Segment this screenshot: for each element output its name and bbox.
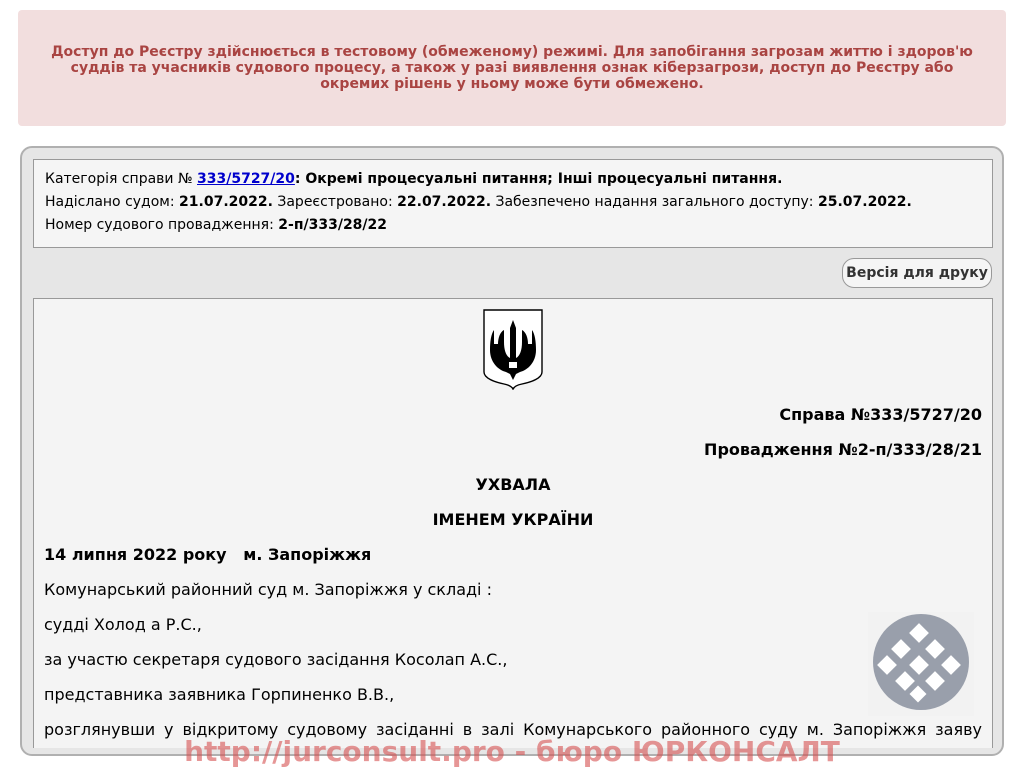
secretary-line: за участю секретаря судового засідання Косолап А.С., [44,650,508,669]
case-reference: Справа №333/5727/20 [779,405,982,424]
sent-label: Надіслано судом: [45,194,175,210]
sent-date: 21.07.2022. [179,194,273,210]
proceeding-line [45,214,981,237]
proceeding-reference: Провадження №2-п/333/28/21 [704,440,982,459]
category-line [45,168,981,191]
document-subtitle: ІМЕНЕМ УКРАЇНИ [432,510,594,529]
access-warning-alert [18,10,1006,126]
access-label: Забезпечено надання загального доступу: [495,194,814,210]
access-date: 25.07.2022. [817,194,912,210]
watermark-logo-icon [868,612,974,716]
alert-text: Доступ до Реєстру здійснюється в тестовому (обмеженому) режимі. Для запобігання загрозам життю і здоров'ю суддів та учасників судового процесу, а також у разі виявлення ознак кіберзагрози, доступ до Реєстру або окремих рішень у ньому може бути обмежено. [51,44,973,92]
considered-line: розглянувши у відкритому судовому засіданні в залі Комунарського районного суду м. Запоріжжя заяву [44,720,982,739]
registered-date: 22.07.2022. [397,194,492,210]
proceeding-number: 2-п/333/28/22 [278,217,388,233]
case-number-link[interactable]: 333/5727/20 [197,171,295,187]
judge-line: судді Холод а Р.С., [44,615,202,634]
representative-line: представника заявника Горпиненко В.В., [44,685,395,704]
court-composition: Комунарський районний суд м. Запоріжжя у складі : [44,580,492,599]
proceeding-label: Номер судового провадження: [45,217,274,233]
category-label: Категорія справи № [45,171,193,187]
footer-watermark: http://jurconsult.pro - бюро ЮРКОНСАЛТ [184,735,840,768]
case-info-box [33,159,993,248]
decision-document [33,298,993,748]
category-value: : Окремі процесуальні питання; Інші процесуальні питання. [294,171,783,187]
document-title: УХВАЛА [475,475,551,494]
coat-of-arms-icon [482,308,544,390]
registered-label: Зареєстровано: [277,194,393,210]
date-place: 14 липня 2022 року м. Запоріжжя [44,545,372,564]
decision-panel [20,146,1004,756]
print-version-button[interactable]: Версія для друку [842,258,992,288]
dates-line [45,191,981,214]
